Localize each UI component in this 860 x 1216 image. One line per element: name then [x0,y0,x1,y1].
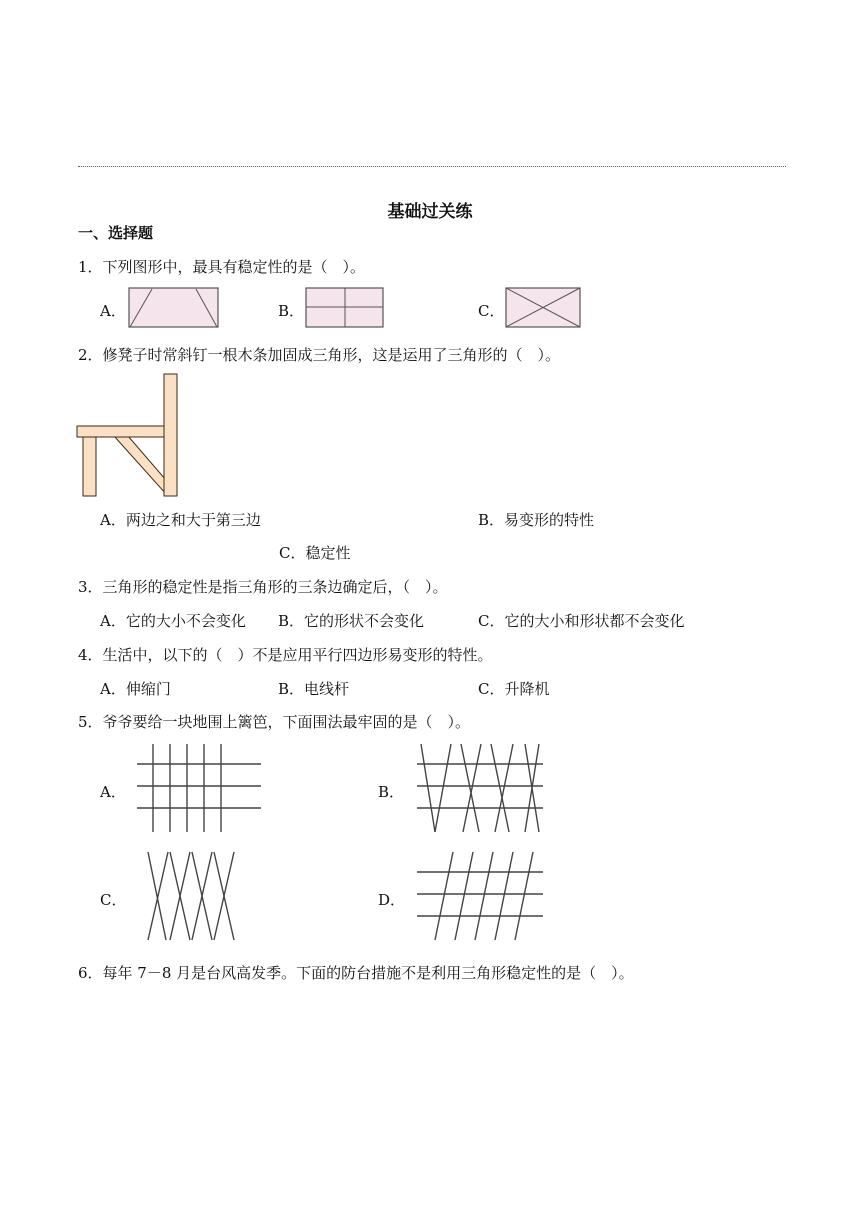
q1-option-b-label[interactable]: B． [278,302,305,320]
q5-option-b-label[interactable]: B． [378,783,405,801]
fence-d-figure [415,850,545,942]
q5-option-d-label[interactable]: D． [378,891,406,909]
q3-option-c[interactable]: C．它的大小和形状都不会变化 [478,612,685,630]
q2-option-a[interactable]: A．两边之和大于第三边 [100,511,261,529]
fence-c-figure [140,850,250,942]
fence-b-figure [415,742,545,834]
question-4-stem: 4．生活中，以下的（ ）不是应用平行四边形易变形的特性。 [78,646,493,664]
question-1-stem: 1．下列图形中，最具有稳定性的是（ ）。 [78,258,366,276]
q3-option-b[interactable]: B．它的形状不会变化 [278,612,425,630]
q1-option-a-label[interactable]: A． [100,302,126,320]
question-2-stem: 2．修凳子时常斜钉一根木条加固成三角形，这是运用了三角形的（ ）。 [78,346,561,364]
section-heading: 一、选择题 [78,224,154,242]
question-6-stem: 6．每年 7－8 月是台风高发季。下面的防台措施不是利用三角形稳定性的是（ ）。 [78,964,634,982]
q4-option-c[interactable]: C．升降机 [478,680,550,698]
q4-option-b[interactable]: B．电线杆 [278,680,350,698]
stool-figure [76,372,182,498]
q4-option-a[interactable]: A．伸缩门 [100,680,171,698]
q2-option-c[interactable]: C．稳定性 [279,544,351,562]
q1-option-c-label[interactable]: C． [478,302,505,320]
q1-option-b-figure [305,287,385,329]
q1-option-a-figure [128,287,220,329]
question-3-stem: 3．三角形的稳定性是指三角形的三条边确定后，（ ）。 [78,578,448,596]
fence-a-figure [135,742,263,834]
q5-option-c-label[interactable]: C． [100,891,127,909]
q3-option-a[interactable]: A．它的大小不会变化 [100,612,246,630]
question-5-stem: 5．爷爷要给一块地围上篱笆，下面围法最牢固的是（ ）。 [78,713,471,731]
q2-option-b[interactable]: B．易变形的特性 [478,511,595,529]
page-title: 基础过关练 [387,202,473,222]
dotted-separator [78,166,786,167]
q1-option-c-figure [505,287,582,329]
q5-option-a-label[interactable]: A． [100,783,126,801]
